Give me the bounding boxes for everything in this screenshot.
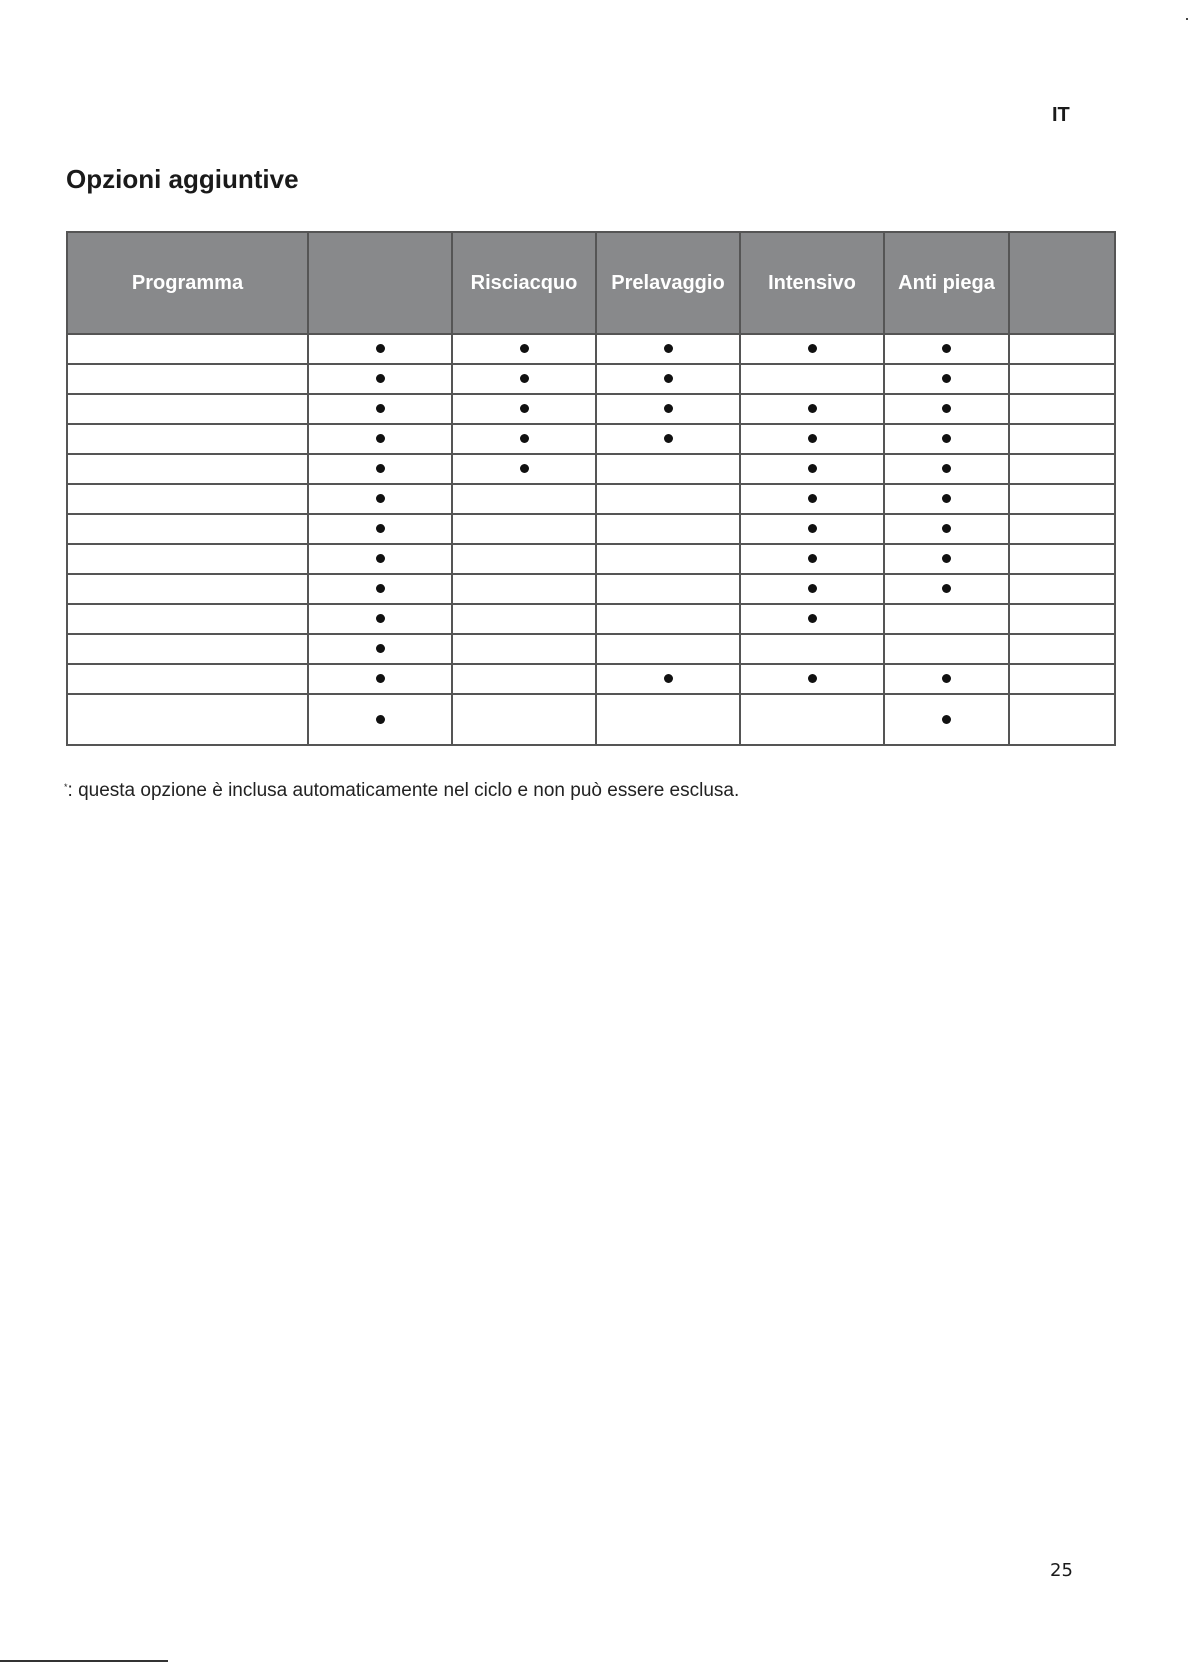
option-cell <box>884 394 1009 424</box>
bullet-icon <box>942 674 951 683</box>
option-cell <box>1009 604 1115 634</box>
table-row <box>67 694 1115 745</box>
option-cell <box>740 514 884 544</box>
bullet-icon <box>376 494 385 503</box>
bullet-icon <box>808 464 817 473</box>
bullet-icon <box>808 674 817 683</box>
option-cell <box>596 574 740 604</box>
program-cell <box>67 544 308 574</box>
program-cell <box>67 394 308 424</box>
option-cell <box>452 604 596 634</box>
bullet-icon <box>520 434 529 443</box>
option-cell <box>308 634 452 664</box>
program-cell <box>67 454 308 484</box>
header-cell <box>308 232 452 334</box>
option-cell <box>308 664 452 694</box>
option-cell <box>452 454 596 484</box>
option-cell <box>596 364 740 394</box>
bullet-icon <box>520 404 529 413</box>
option-cell <box>1009 574 1115 604</box>
bullet-icon <box>376 464 385 473</box>
option-cell <box>1009 424 1115 454</box>
bullet-icon <box>376 674 385 683</box>
program-cell <box>67 484 308 514</box>
option-cell <box>452 544 596 574</box>
option-cell <box>740 664 884 694</box>
option-cell <box>1009 664 1115 694</box>
option-cell <box>884 544 1009 574</box>
bullet-icon <box>520 374 529 383</box>
bullet-icon <box>942 584 951 593</box>
table-row <box>67 544 1115 574</box>
bullet-icon <box>376 524 385 533</box>
table-row <box>67 424 1115 454</box>
table-row <box>67 514 1115 544</box>
program-cell <box>67 364 308 394</box>
option-cell <box>884 664 1009 694</box>
option-cell <box>740 334 884 364</box>
option-cell <box>1009 694 1115 745</box>
header-cell <box>1009 232 1115 334</box>
table-row <box>67 394 1115 424</box>
option-cell <box>596 484 740 514</box>
table-header-row <box>67 232 1115 334</box>
table-row <box>67 664 1115 694</box>
option-cell <box>596 394 740 424</box>
option-cell <box>596 514 740 544</box>
bullet-icon <box>808 404 817 413</box>
header-cell: Risciacquo <box>452 232 596 334</box>
program-cell <box>67 334 308 364</box>
bottom-rule <box>0 1660 168 1662</box>
table-row <box>67 604 1115 634</box>
bullet-icon <box>376 374 385 383</box>
language-tag: IT <box>1052 104 1070 126</box>
bullet-icon <box>664 344 673 353</box>
option-cell <box>740 634 884 664</box>
option-cell <box>1009 394 1115 424</box>
option-cell <box>308 364 452 394</box>
page-number: 25 <box>1050 1560 1073 1581</box>
bullet-icon <box>808 584 817 593</box>
program-cell <box>67 514 308 544</box>
option-cell <box>884 454 1009 484</box>
header-cell: Intensivo <box>740 232 884 334</box>
option-cell <box>452 334 596 364</box>
bullet-icon <box>808 554 817 563</box>
option-cell <box>596 544 740 574</box>
bullet-icon <box>942 715 951 724</box>
option-cell <box>452 364 596 394</box>
program-cell <box>67 664 308 694</box>
bullet-icon <box>664 404 673 413</box>
option-cell <box>884 694 1009 745</box>
option-cell <box>308 574 452 604</box>
bullet-icon <box>376 554 385 563</box>
option-cell <box>596 694 740 745</box>
option-cell <box>596 334 740 364</box>
option-cell <box>884 484 1009 514</box>
bullet-icon <box>808 524 817 533</box>
option-cell <box>740 574 884 604</box>
option-cell <box>308 334 452 364</box>
option-cell <box>884 334 1009 364</box>
corner-mark <box>1186 18 1188 20</box>
option-cell <box>452 394 596 424</box>
bullet-icon <box>376 584 385 593</box>
bullet-icon <box>520 464 529 473</box>
header-cell: Anti piega <box>884 232 1009 334</box>
bullet-icon <box>376 344 385 353</box>
option-cell <box>884 604 1009 634</box>
option-cell <box>452 484 596 514</box>
option-cell <box>308 394 452 424</box>
table-row <box>67 634 1115 664</box>
table-row <box>67 574 1115 604</box>
bullet-icon <box>520 344 529 353</box>
program-cell <box>67 574 308 604</box>
option-cell <box>1009 334 1115 364</box>
bullet-icon <box>942 494 951 503</box>
bullet-icon <box>664 434 673 443</box>
option-cell <box>596 634 740 664</box>
option-cell <box>452 634 596 664</box>
option-cell <box>308 454 452 484</box>
footnote-marker: * <box>64 782 68 792</box>
bullet-icon <box>942 554 951 563</box>
option-cell <box>308 424 452 454</box>
option-cell <box>884 424 1009 454</box>
option-cell <box>452 664 596 694</box>
program-cell <box>67 424 308 454</box>
option-cell <box>884 574 1009 604</box>
option-cell <box>740 484 884 514</box>
option-cell <box>740 454 884 484</box>
option-cell <box>308 694 452 745</box>
option-cell <box>1009 634 1115 664</box>
option-cell <box>596 454 740 484</box>
header-cell: Programma <box>67 232 308 334</box>
table-row <box>67 484 1115 514</box>
option-cell <box>740 604 884 634</box>
table-row <box>67 454 1115 484</box>
option-cell <box>740 694 884 745</box>
option-cell <box>452 574 596 604</box>
option-cell <box>884 634 1009 664</box>
option-cell <box>452 424 596 454</box>
option-cell <box>1009 544 1115 574</box>
bullet-icon <box>942 464 951 473</box>
option-cell <box>740 364 884 394</box>
bullet-icon <box>808 614 817 623</box>
option-cell <box>1009 454 1115 484</box>
option-cell <box>740 544 884 574</box>
option-cell <box>308 484 452 514</box>
options-table <box>66 231 1116 746</box>
bullet-icon <box>942 524 951 533</box>
program-cell <box>67 694 308 745</box>
section-title: Opzioni aggiuntive <box>66 164 299 194</box>
option-cell <box>884 514 1009 544</box>
option-cell <box>596 424 740 454</box>
option-cell <box>308 604 452 634</box>
bullet-icon <box>808 344 817 353</box>
header-cell: Prelavaggio <box>596 232 740 334</box>
option-cell <box>452 514 596 544</box>
option-cell <box>884 364 1009 394</box>
table-row <box>67 364 1115 394</box>
table-body <box>67 334 1115 745</box>
option-cell <box>740 394 884 424</box>
option-cell <box>308 514 452 544</box>
footnote <box>64 780 739 802</box>
option-cell <box>596 604 740 634</box>
option-cell <box>452 694 596 745</box>
option-cell <box>1009 364 1115 394</box>
bullet-icon <box>376 434 385 443</box>
bullet-icon <box>942 344 951 353</box>
bullet-icon <box>664 374 673 383</box>
bullet-icon <box>376 614 385 623</box>
program-cell <box>67 604 308 634</box>
option-cell <box>1009 514 1115 544</box>
option-cell <box>596 664 740 694</box>
bullet-icon <box>376 644 385 653</box>
footnote-text: : questa opzione è inclusa automaticamente nel ciclo e non può essere esclusa. <box>67 780 740 801</box>
table-row <box>67 334 1115 364</box>
bullet-icon <box>942 374 951 383</box>
bullet-icon <box>376 404 385 413</box>
program-cell <box>67 634 308 664</box>
bullet-icon <box>808 494 817 503</box>
option-cell <box>308 544 452 574</box>
bullet-icon <box>664 674 673 683</box>
option-cell <box>1009 484 1115 514</box>
option-cell <box>740 424 884 454</box>
bullet-icon <box>942 404 951 413</box>
bullet-icon <box>808 434 817 443</box>
bullet-icon <box>376 715 385 724</box>
bullet-icon <box>942 434 951 443</box>
